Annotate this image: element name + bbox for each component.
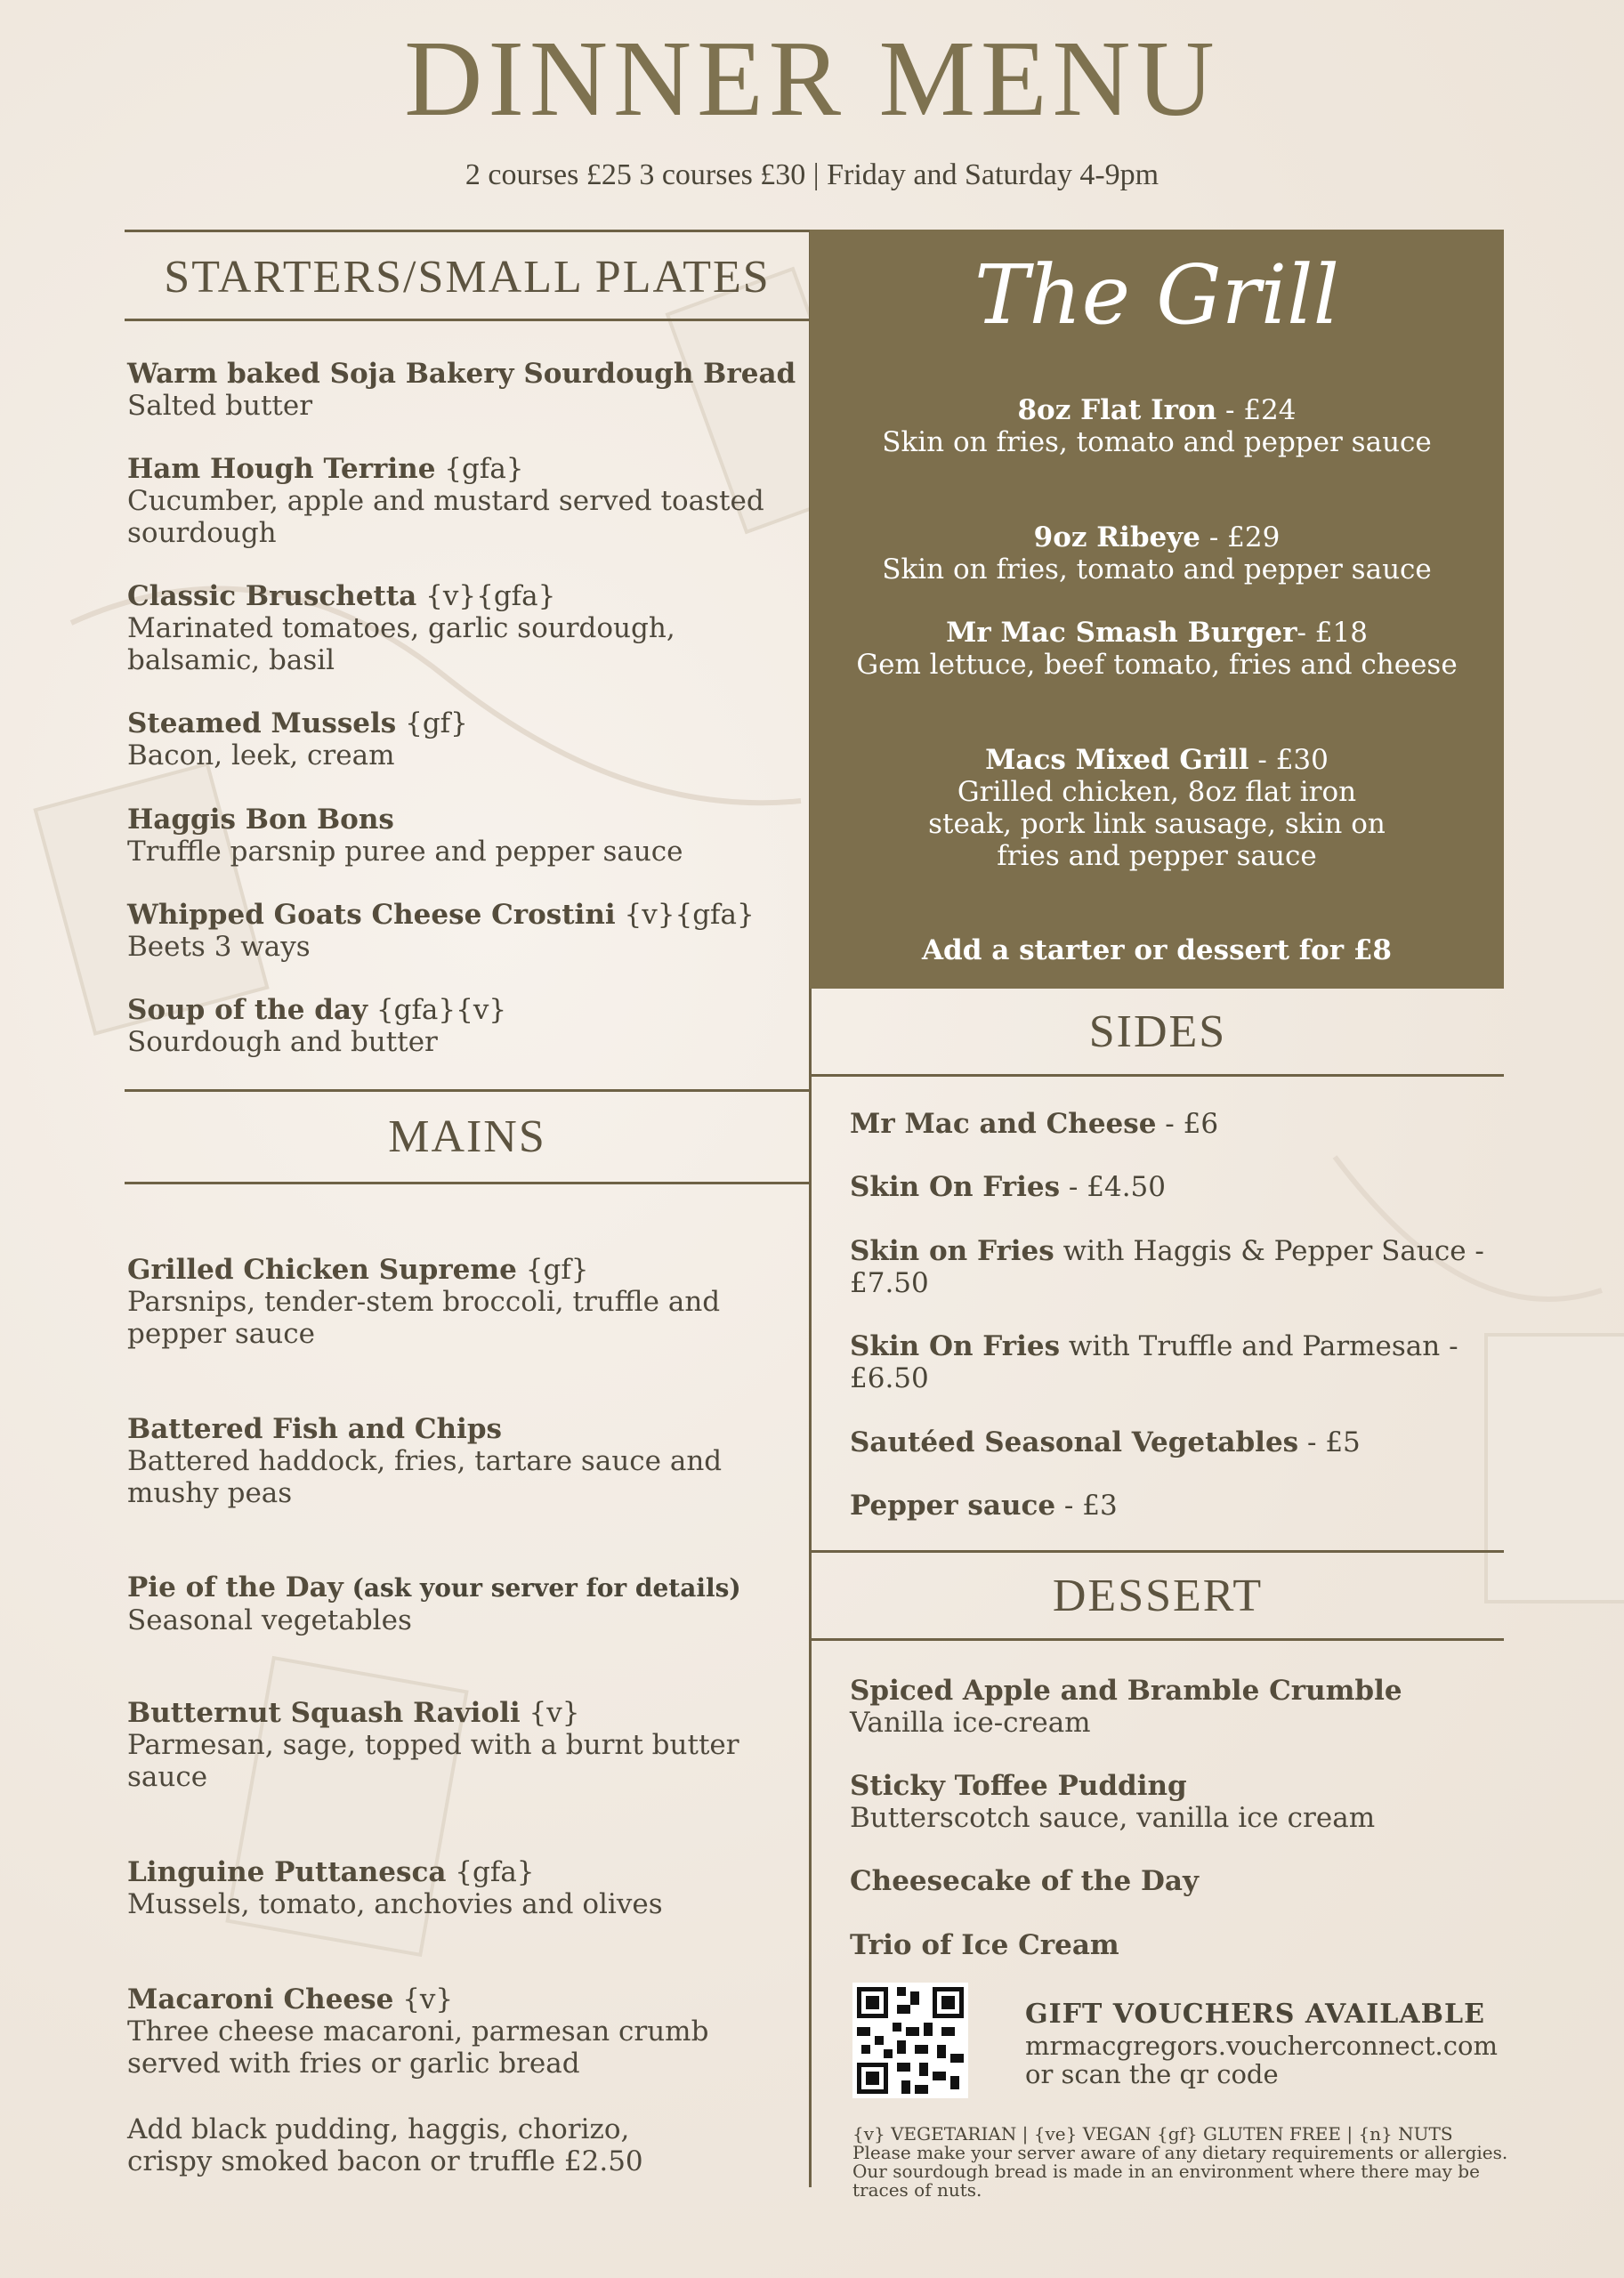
item-desc: Truffle parsnip puree and pepper sauce [127,836,683,868]
mains-heading: MAINS [388,1111,546,1162]
item-tag: {gfa}{v} [376,994,507,1026]
item-name: Trio of Ice Cream [850,1929,1119,1961]
addon-text: Add black pudding, haggis, chorizo, crispy smoked bacon or truffle £2.50 [127,2113,643,2177]
item-tag: {gf} [405,707,468,739]
item-tag: {v} [529,1697,580,1729]
dessert-item [850,1865,1491,1897]
allergy-note: Please make your server aware of any dietary requirements or allergies. [852,2142,1508,2163]
item-note: (ask your server for details) [351,1573,741,1603]
item-desc: Battered haddock, fries, tartare sauce and mushy peas [127,1445,723,1509]
item-price: - £24 [1216,394,1297,426]
qr-code[interactable] [852,1983,968,2098]
item-name: Battered Fish and Chips [127,1413,502,1445]
item-desc: Grilled chicken, 8oz flat iron steak, pork link sausage, skin on fries and pepper sauce [928,776,1386,872]
item-name: Skin On Fries [850,1330,1061,1362]
grill-item [810,617,1504,681]
side-item [850,1108,1491,1140]
grill-item [810,744,1504,872]
menu-item [127,1983,804,2080]
item-desc: Vanilla ice-cream [850,1707,1091,1739]
allergy-note: traces of nuts. [852,2179,982,2201]
item-name: Mr Mac Smash Burger [946,617,1297,649]
voucher-link[interactable]: mrmacgregors.voucherconnect.com [1025,2031,1498,2061]
divider [125,230,810,232]
dessert-item [850,1675,1491,1739]
item-name: Grilled Chicken Supreme [127,1254,517,1286]
item-desc: Seasonal vegetables [127,1604,412,1636]
dessert-heading: DESSERT [1052,1571,1264,1621]
item-desc: Butterscotch sauce, vanilla ice cream [850,1802,1376,1834]
item-name: Whipped Goats Cheese Crostini [127,899,616,931]
item-name: Linguine Puttanesca [127,1856,447,1888]
item-name: Warm baked Soja Bakery Sourdough Bread [127,358,796,390]
item-desc: Cucumber, apple and mustard served toasted sourdough [127,485,764,549]
item-name: Macs Mixed Grill [985,744,1249,776]
item-price: - £18 [1297,617,1368,649]
side-item [850,1235,1491,1299]
menu-item [127,1697,804,1793]
item-price: - £29 [1200,521,1281,553]
item-tag: {v}{gfa} [425,580,556,612]
menu-item [127,1254,804,1350]
side-item [850,1330,1491,1394]
item-name: Pie of the Day [127,1571,343,1603]
item-tag: {gfa} [444,453,524,485]
sides-heading: SIDES [1088,1006,1227,1057]
menu-item [127,358,804,422]
item-tag: {v}{gfa} [624,899,755,931]
item-name: Mr Mac and Cheese [850,1108,1157,1140]
menu-item [127,453,804,549]
side-item [850,1171,1491,1203]
item-desc: Marinated tomatoes, garlic sourdough, balsamic, basil [127,612,675,676]
dietary-legend: {v} VEGETARIAN | {ve} VEGAN {gf} GLUTEN FREE | {n} NUTS [852,2123,1453,2145]
page-subtitle: 2 courses £25 3 courses £30 | Friday and Saturday 4-9pm [465,158,1159,191]
voucher-scan-note: or scan the qr code [1025,2059,1279,2089]
mains-addon [127,2113,697,2177]
item-detail: - £4.50 [1060,1171,1166,1203]
gift-vouchers-title: GIFT VOUCHERS AVAILABLE [1025,1999,1485,2030]
side-item [850,1490,1491,1522]
menu-item [127,580,804,676]
starters-heading: STARTERS/SMALL PLATES [164,252,771,303]
item-name: Classic Bruschetta [127,580,417,612]
divider [125,319,810,321]
grill-addon: Add a starter or dessert for £8 [922,934,1392,966]
item-detail: - £3 [1055,1490,1118,1522]
item-name: Spiced Apple and Bramble Crumble [850,1675,1402,1707]
dessert-item [850,1929,1491,1961]
item-name: Steamed Mussels [127,707,397,739]
item-tag: {gf} [525,1254,589,1286]
grill-panel [810,230,1504,989]
item-tag: {v} [402,1983,454,2015]
grill-item [810,394,1504,458]
menu-item [127,1856,804,1920]
divider [812,1550,1504,1553]
divider [125,1182,810,1184]
menu-item [127,804,804,868]
item-detail: with Truffle and Parmesan - £6.50 [850,1330,1458,1394]
item-name: 8oz Flat Iron [1017,394,1217,426]
menu-item [127,994,804,1058]
item-detail: - £5 [1298,1426,1361,1458]
item-name: Sticky Toffee Pudding [850,1770,1187,1802]
item-desc: Mussels, tomato, anchovies and olives [127,1888,663,1920]
item-desc: Gem lettuce, beef tomato, fries and cheese [856,649,1458,681]
item-desc: Skin on fries, tomato and pepper sauce [882,426,1432,458]
item-desc: Skin on fries, tomato and pepper sauce [882,553,1432,586]
item-name: 9oz Ribeye [1033,521,1200,553]
item-name: Cheesecake of the Day [850,1865,1199,1897]
item-name: Butternut Squash Ravioli [127,1697,521,1729]
divider [812,1074,1504,1077]
item-name: Pepper sauce [850,1490,1056,1522]
divider [125,1089,810,1092]
menu-item [127,899,804,963]
item-name: Skin on Fries [850,1235,1054,1267]
item-name: Soup of the day [127,994,368,1026]
divider [812,1638,1504,1641]
item-name: Sautéed Seasonal Vegetables [850,1426,1299,1458]
item-desc: Parmesan, sage, topped with a burnt butter sauce [127,1729,739,1793]
dessert-item [850,1770,1491,1834]
item-name: Haggis Bon Bons [127,804,394,836]
menu-item [127,1571,804,1636]
menu-item [127,707,804,771]
item-price: - £30 [1248,744,1329,776]
item-detail: with Haggis & Pepper Sauce - £7.50 [850,1235,1484,1299]
grill-item [810,521,1504,586]
item-desc: Three cheese macaroni, parmesan crumb served with fries or garlic bread [127,2015,709,2080]
item-desc: Salted butter [127,390,313,422]
item-name: Ham Hough Terrine [127,453,436,485]
grill-logo: The Grill [974,247,1340,343]
item-detail: - £6 [1156,1108,1219,1140]
side-item [850,1426,1491,1458]
item-desc: Beets 3 ways [127,931,311,963]
item-desc: Parsnips, tender-stem broccoli, truffle and pepper sauce [127,1286,721,1350]
item-desc: Bacon, leek, cream [127,739,395,771]
item-name: Macaroni Cheese [127,1983,394,2015]
item-desc: Sourdough and butter [127,1026,438,1058]
page-title: DINNER MENU [404,19,1220,139]
menu-item [127,1413,804,1509]
allergy-note: Our sourdough bread is made in an environment where there may be [852,2161,1480,2182]
item-name: Skin On Fries [850,1171,1061,1203]
item-tag: {gfa} [455,1856,535,1888]
